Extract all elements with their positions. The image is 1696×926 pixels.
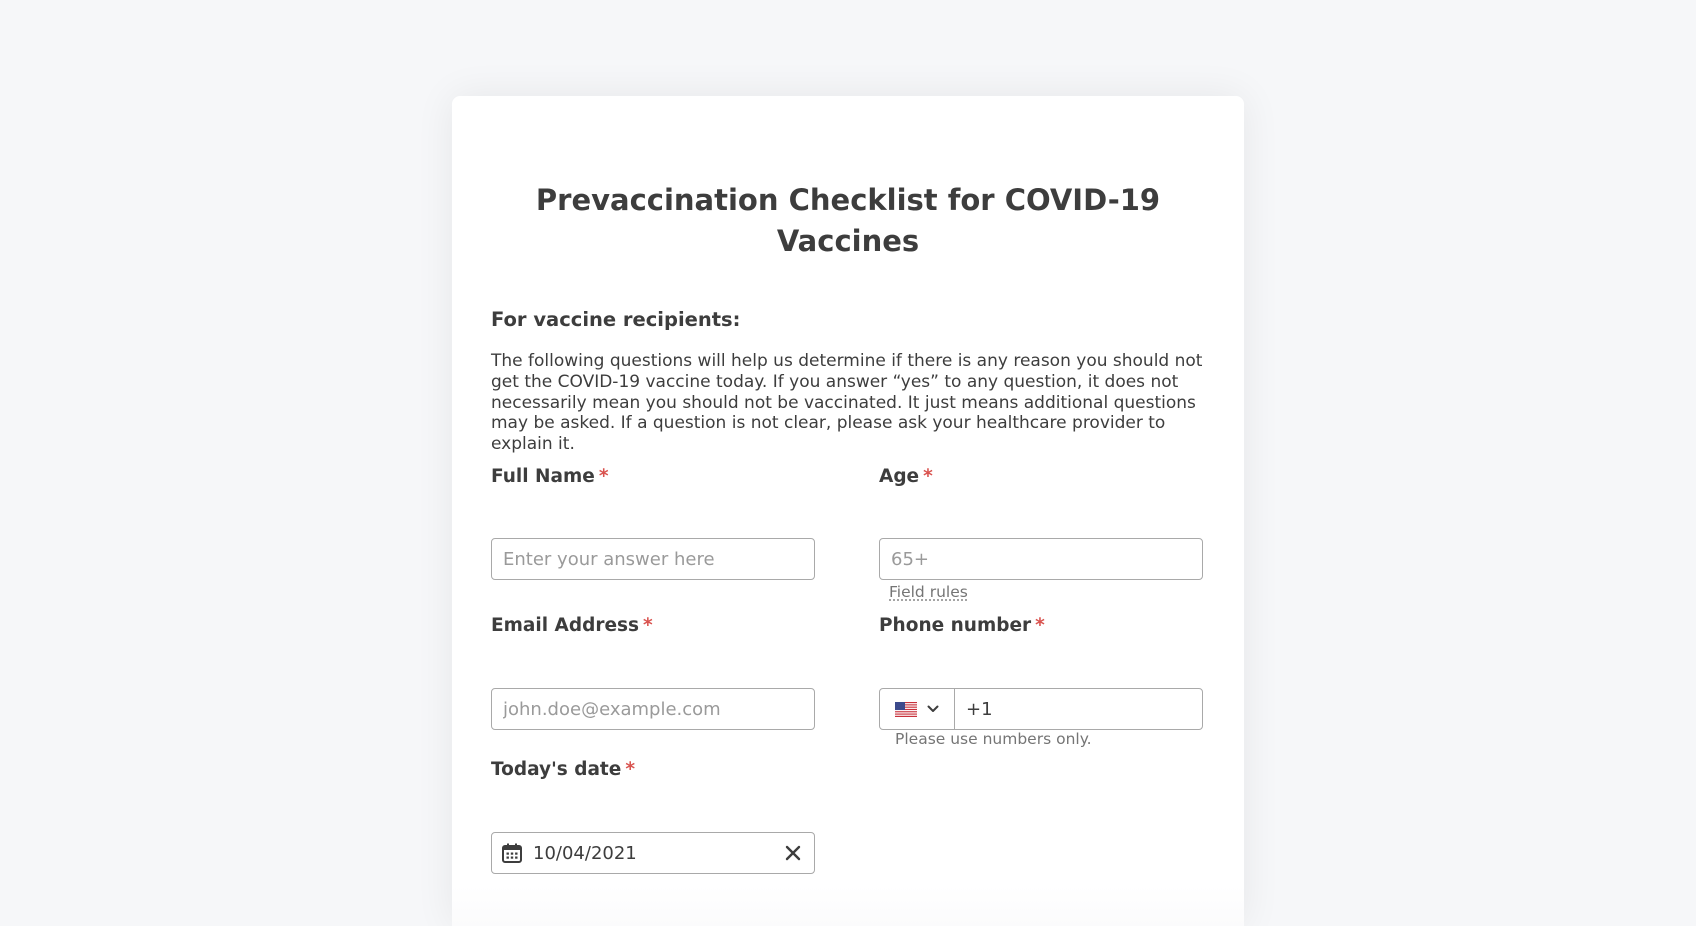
form-card bbox=[452, 96, 1244, 926]
section-heading: For vaccine recipients: bbox=[491, 308, 741, 331]
email-label bbox=[491, 615, 653, 636]
country-code-select[interactable] bbox=[880, 689, 955, 729]
required-marker: * bbox=[643, 615, 653, 636]
date-field bbox=[491, 832, 815, 874]
phone-field bbox=[879, 688, 1203, 730]
close-icon bbox=[785, 845, 801, 861]
required-marker: * bbox=[1035, 615, 1045, 636]
full-name-input[interactable] bbox=[491, 538, 815, 580]
intro-paragraph: The following questions will help us determine if there is any reason you should not get the COVID-19 vaccine today. If you answer “yes” to any question, it does not necessarily mean you should not be vaccinated. It just means additional questions may be asked. If a question is not clear, please ask your healthcare provider to explain it. bbox=[491, 351, 1203, 455]
field-rules-link[interactable]: Field rules bbox=[889, 583, 968, 601]
calendar-icon[interactable] bbox=[501, 842, 523, 864]
form-title: Prevaccination Checklist for COVID-19 Vaccines bbox=[535, 183, 1161, 258]
phone-label bbox=[879, 615, 1045, 636]
full-name-label-text: Full Name bbox=[491, 466, 595, 487]
date-label-text: Today's date bbox=[491, 759, 622, 780]
full-name-label bbox=[491, 466, 609, 487]
date-input[interactable] bbox=[533, 843, 782, 864]
email-input[interactable] bbox=[491, 688, 815, 730]
required-marker: * bbox=[625, 759, 636, 780]
required-marker: * bbox=[598, 466, 609, 487]
age-label bbox=[879, 466, 933, 487]
card-bottom-fade bbox=[452, 886, 1244, 926]
email-label-text: Email Address bbox=[491, 615, 640, 636]
required-marker: * bbox=[923, 466, 933, 487]
age-input[interactable] bbox=[879, 538, 1203, 580]
chevron-down-icon bbox=[927, 705, 939, 713]
phone-helper-text: Please use numbers only. bbox=[895, 730, 1092, 748]
phone-input[interactable] bbox=[955, 689, 1202, 729]
us-flag-icon bbox=[895, 702, 917, 717]
date-label bbox=[491, 759, 635, 780]
phone-label-text: Phone number bbox=[879, 615, 1032, 636]
clear-date-button[interactable] bbox=[782, 842, 804, 864]
age-label-text: Age bbox=[879, 466, 920, 487]
